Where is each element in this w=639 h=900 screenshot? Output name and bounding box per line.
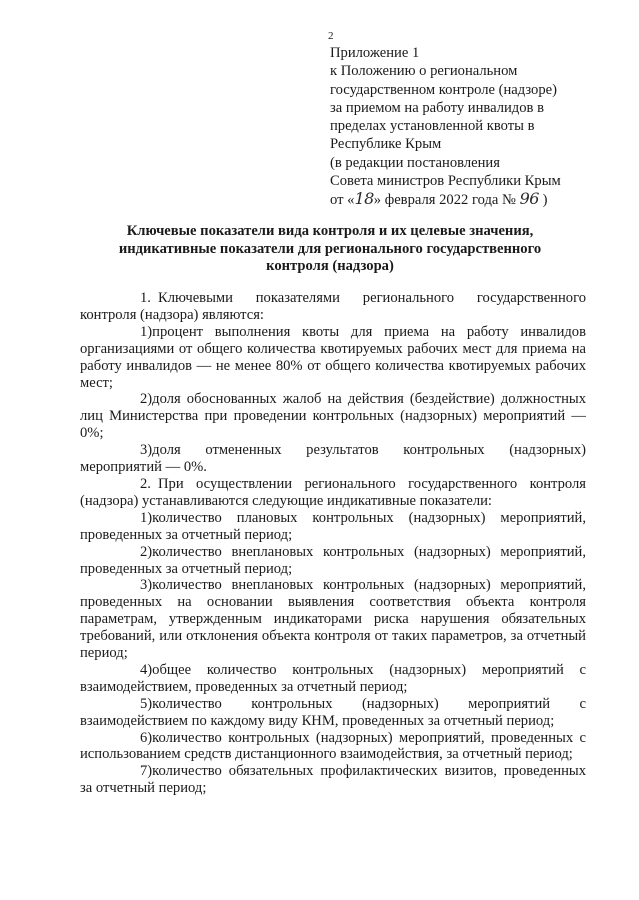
date-middle: » февраля 2022 года №: [373, 192, 516, 209]
item-number: 6): [140, 729, 153, 746]
item-number: 3): [140, 442, 153, 459]
page-number: 2: [328, 30, 334, 42]
list-item: [80, 544, 586, 578]
list-item: [80, 730, 586, 764]
date-prefix: от «: [330, 192, 355, 209]
item-text: общее количество контрольных (надзорных) мероприятий с взаимодействием, проведенных за отчетный период;: [80, 661, 586, 695]
handwritten-day: 18: [354, 189, 374, 209]
appendix-line: (в редакции постановления: [330, 154, 500, 171]
list-item: [80, 763, 586, 797]
item-number: 7): [140, 763, 153, 780]
list-item: [80, 510, 586, 544]
list-item: [80, 442, 586, 476]
list-item: [80, 662, 586, 696]
appendix-line: государственном контроле (надзоре): [330, 81, 557, 98]
list-item: [80, 324, 586, 392]
section-paragraph: [80, 476, 586, 510]
appendix-line: пределах установленной квоты в: [330, 118, 535, 135]
heading-line: контроля (надзора): [266, 258, 394, 274]
appendix-line: Приложение 1: [330, 45, 420, 61]
item-number: 3): [140, 577, 153, 594]
item-number: 2): [140, 543, 153, 560]
item-text: количество контрольных (надзорных) мероприятий, проведенных с использованием средств дистанционного взаимодействия, за отчетный период;: [80, 729, 586, 763]
heading-line: Ключевые показатели вида контроля и их целевые значения,: [126, 223, 534, 239]
item-number: 5): [140, 695, 153, 712]
item-text: процент выполнения квоты для приема на работу инвалидов организациями от общего количества квотируемых рабочих мест для приема на работу инвалидов — не менее 80% от общего количества квотируемых рабочих мест;: [80, 323, 586, 391]
item-text: количество обязательных профилактических визитов, проведенных за отчетный период;: [80, 763, 586, 797]
section-number: 2.: [140, 475, 151, 492]
section-paragraph: [80, 290, 586, 324]
item-number: 1): [140, 509, 153, 526]
appendix-block: [330, 44, 620, 210]
document-body: [80, 290, 586, 797]
item-number: 1): [140, 323, 153, 340]
date-suffix: ): [542, 192, 548, 209]
handwritten-number: 96: [519, 189, 539, 209]
list-item: [80, 696, 586, 730]
item-text: количество внеплановых контрольных (надзорных) мероприятий, проведенных на основании выявления соответствия объекта контроля параметрам, утвержденным индикаторами риска нарушения обязательных требований, или отклонения объекта контроля от таких параметров, за отчетный период;: [80, 577, 586, 662]
section-text: При осуществлении регионального государственного контроля (надзора) устанавливаются следующие индикативные показатели:: [80, 475, 586, 509]
section-number: 1.: [140, 290, 151, 306]
item-number: 2): [140, 391, 153, 408]
section-text: Ключевыми показателями регионального государственного контроля (надзора) являются:: [80, 290, 586, 323]
list-item: [80, 577, 586, 662]
item-text: доля отмененных результатов контрольных (надзорных) мероприятий — 0%.: [80, 442, 586, 476]
document-heading: [70, 223, 590, 276]
appendix-line: за приемом на работу инвалидов в: [330, 99, 544, 116]
item-text: доля обоснованных жалоб на действия (бездействие) должностных лиц Министерства при проведении контрольных (надзорных) мероприятий — 0%;: [80, 391, 586, 442]
item-text: количество плановых контрольных (надзорных) мероприятий, проведенных за отчетный период;: [80, 509, 586, 543]
heading-line: индикативные показатели для регионального государственного: [118, 240, 542, 257]
appendix-line: к Положению о региональном: [330, 63, 518, 80]
list-item: [80, 391, 586, 442]
item-text: количество контрольных (надзорных) мероприятий с взаимодействием по каждому виду КНМ, проведенных за отчетный период;: [80, 695, 586, 729]
appendix-line: Республике Крым: [330, 136, 442, 153]
appendix-line: Совета министров Республики Крым: [330, 173, 561, 190]
item-number: 4): [140, 661, 153, 678]
item-text: количество внеплановых контрольных (надзорных) мероприятий, проведенных за отчетный период;: [80, 543, 586, 577]
appendix-date-line: [330, 190, 620, 209]
